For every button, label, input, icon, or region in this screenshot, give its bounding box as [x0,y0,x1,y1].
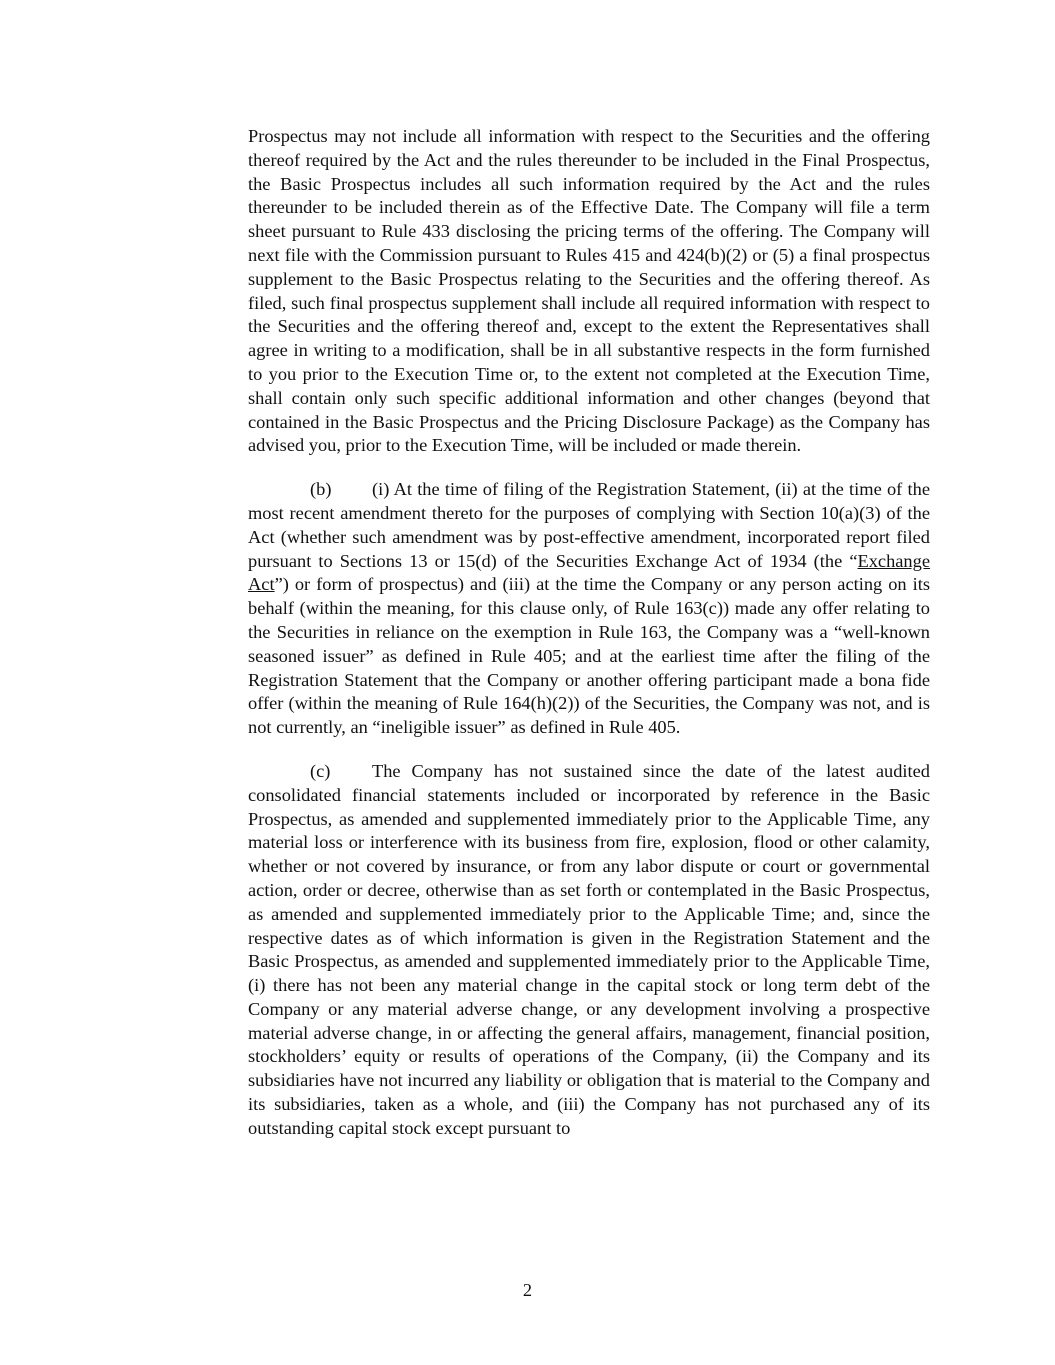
paragraph-c-text: The Company has not sustained since the date of the latest audited consolidated financial statements included or incorporated by reference in the Basic Prospectus, as amended and supplemented immediately prior to the Applicable Time, any material loss or interference with its business from fire, explosion, flood or other calamity, whether or not covered by insurance, or from any labor dispute or court or governmental action, order or decree, otherwise than as set forth or contemplated in the Basic Prospectus, as amended and supplemented immediately prior to the Applicable Time; and, since the respective dates as of which information is given in the Registration Statement and the Basic Prospectus, as amended and supplemented immediately prior to the Applicable Time, (i) there has not been any material change in the capital stock or long term debt of the Company or any material adverse change, or any development involving a prospective material adverse change, in or affecting the general affairs, management, financial position, stockholders’ equity or results of operations of the Company, (ii) the Company and its subsidiaries have not incurred any liability or obligation that is material to the Company and its subsidiaries, taken as a whole, and (iii) the Company has not purchased any of its outstanding capital stock except pursuant to [248,760,930,1138]
paragraph-b-label: (b) [310,479,332,500]
document-body [248,125,930,1141]
paragraph-b-text-after: ”) or form of prospectus) and (iii) at the time the Company or any person acting on its behalf (within the meaning, for this clause only, of Rule 163(c)) made any offer relating to the Securities in reliance on the exemption in Rule 163, the Company was a “well-known seasoned issuer” as defined in Rule 405; and at the earliest time after the filing of the Registration Statement that the Company or another offering participant made a bona fide offer (within the meaning of Rule 164(h)(2)) of the Securities, the Company was not, and is not currently, an “ineligible issuer” as defined in Rule 405. [248,574,930,738]
paragraph-b-text-before: (i) At the time of filing of the Registration Statement, (ii) at the time of the most recent amendment thereto for the purposes of complying with Section 10(a)(3) of the Act (whether such amendment was by post-effective amendment, incorporated report filed pursuant to Sections 13 or 15(d) of the Securities Exchange Act of 1934 (the “ [248,479,930,571]
paragraph-b [248,478,930,740]
paragraph-c [248,760,930,1141]
defined-term-exchange-act: Exchange Act [248,550,930,595]
paragraph-a-continued: Prospectus may not include all information with respect to the Securities and the offering thereof required by the Act and the rules thereunder to be included in the Final Prospectus, the Basic Prospectus includes all such information required by the Act and the rules thereunder to be included therein as of the Effective Date. The Company will file a term sheet pursuant to Rule 433 disclosing the pricing terms of the offering. The Company will next file with the Commission pursuant to Rules 415 and 424(b)(2) or (5) a final prospectus supplement to the Basic Prospectus relating to the Securities and the offering thereof. As filed, such final prospectus supplement shall include all required information with respect to the Securities and the offering thereof and, except to the extent the Representatives shall agree in writing to a modification, shall be in all substantive respects in the form furnished to you prior to the Execution Time or, to the extent not completed at the Execution Time, shall contain only such specific additional information and other changes (beyond that contained in the Basic Prospectus and the Pricing Disclosure Package) as the Company has advised you, prior to the Execution Time, will be included or made therein. [248,126,930,456]
page-number: 2 [522,1280,533,1300]
paragraph-c-label: (c) [310,760,331,781]
